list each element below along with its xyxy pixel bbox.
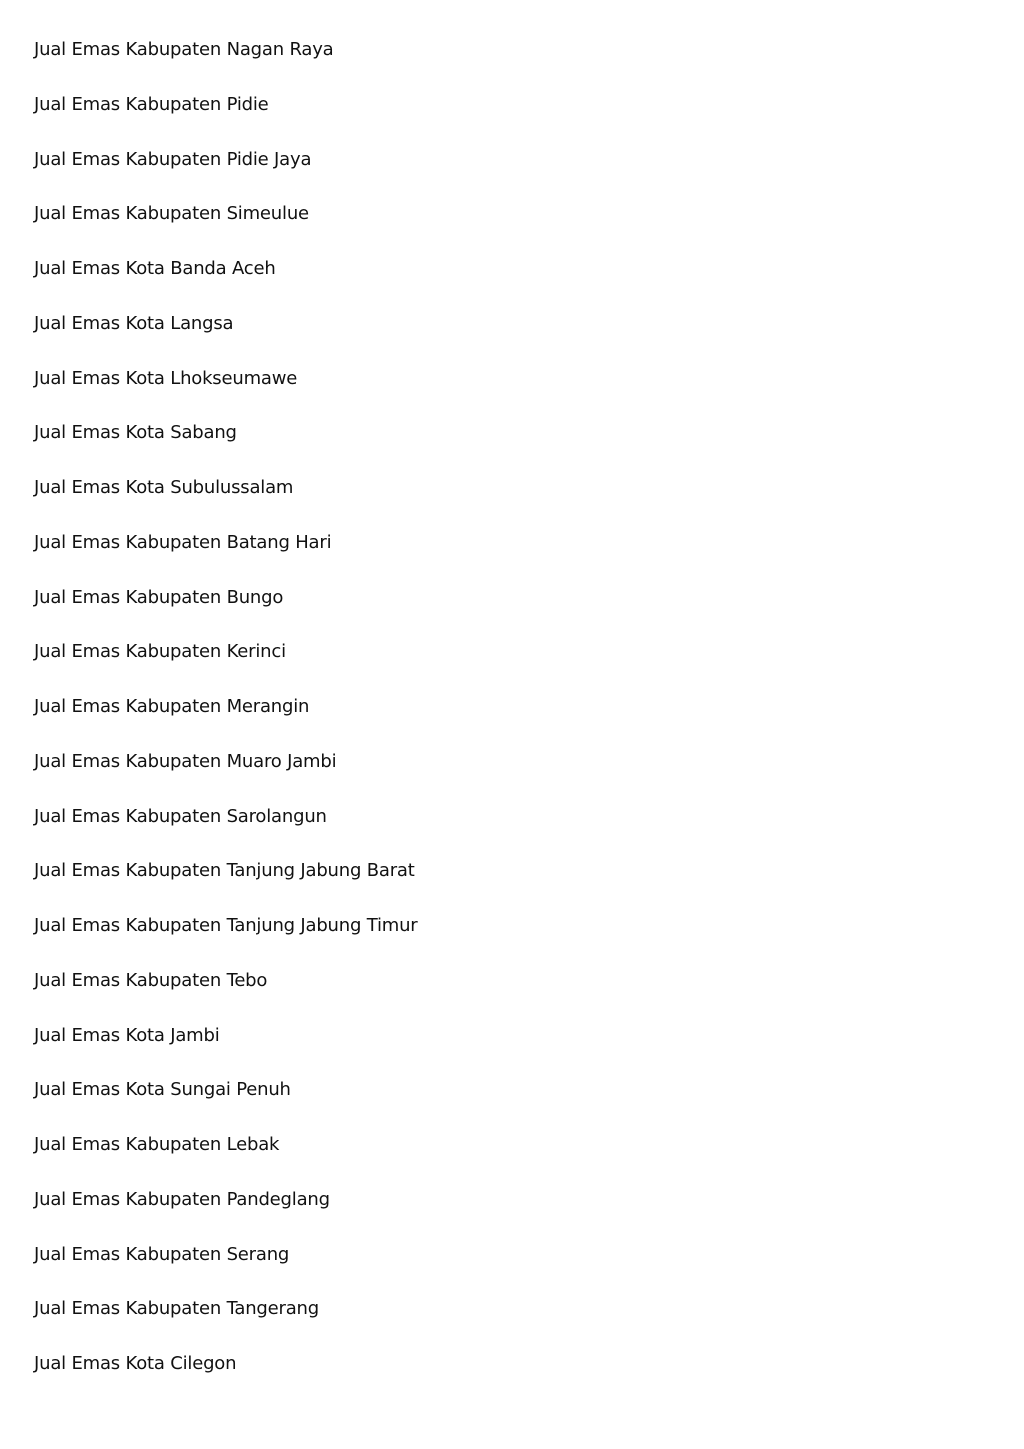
list-item: Jual Emas Kabupaten Sarolangun [34, 805, 327, 827]
list-item: Jual Emas Kabupaten Merangin [34, 696, 310, 717]
list-item: Jual Emas Kabupaten Pidie [34, 93, 269, 115]
list-item: Jual Emas Kabupaten Tanjung Jabung Timur [34, 915, 418, 936]
list-item: Jual Emas Kabupaten Bungo [34, 586, 284, 608]
list-item: Jual Emas Kota Jambi [34, 1024, 220, 1046]
list-item: Jual Emas Kabupaten Lebak [34, 1134, 280, 1155]
list-item: Jual Emas Kabupaten Batang Hari [34, 531, 332, 553]
list-item: Jual Emas Kota Langsa [34, 312, 234, 334]
list-item: Jual Emas Kabupaten Pandeglang [34, 1188, 330, 1210]
list-item: Jual Emas Kota Sabang [34, 422, 237, 444]
list-item: Jual Emas Kota Banda Aceh [34, 258, 276, 279]
list-item: Jual Emas Kota Sungai Penuh [34, 1079, 291, 1101]
list-item: Jual Emas Kabupaten Serang [34, 1243, 290, 1265]
list-item: Jual Emas Kabupaten Tangerang [34, 1298, 319, 1320]
location-list [34, 36, 418, 1405]
list-item: Jual Emas Kabupaten Tebo [34, 969, 268, 991]
list-item: Jual Emas Kabupaten Nagan Raya [34, 39, 334, 60]
list-item: Jual Emas Kota Lhokseumawe [34, 367, 298, 389]
list-item: Jual Emas Kabupaten Simeulue [34, 203, 309, 225]
list-item: Jual Emas Kabupaten Tanjung Jabung Barat [34, 860, 415, 882]
list-item: Jual Emas Kabupaten Kerinci [34, 641, 286, 663]
list-item: Jual Emas Kota Cilegon [34, 1353, 237, 1374]
list-item: Jual Emas Kabupaten Pidie Jaya [34, 148, 312, 170]
list-item: Jual Emas Kabupaten Muaro Jambi [34, 750, 337, 772]
list-item: Jual Emas Kota Subulussalam [34, 477, 294, 498]
